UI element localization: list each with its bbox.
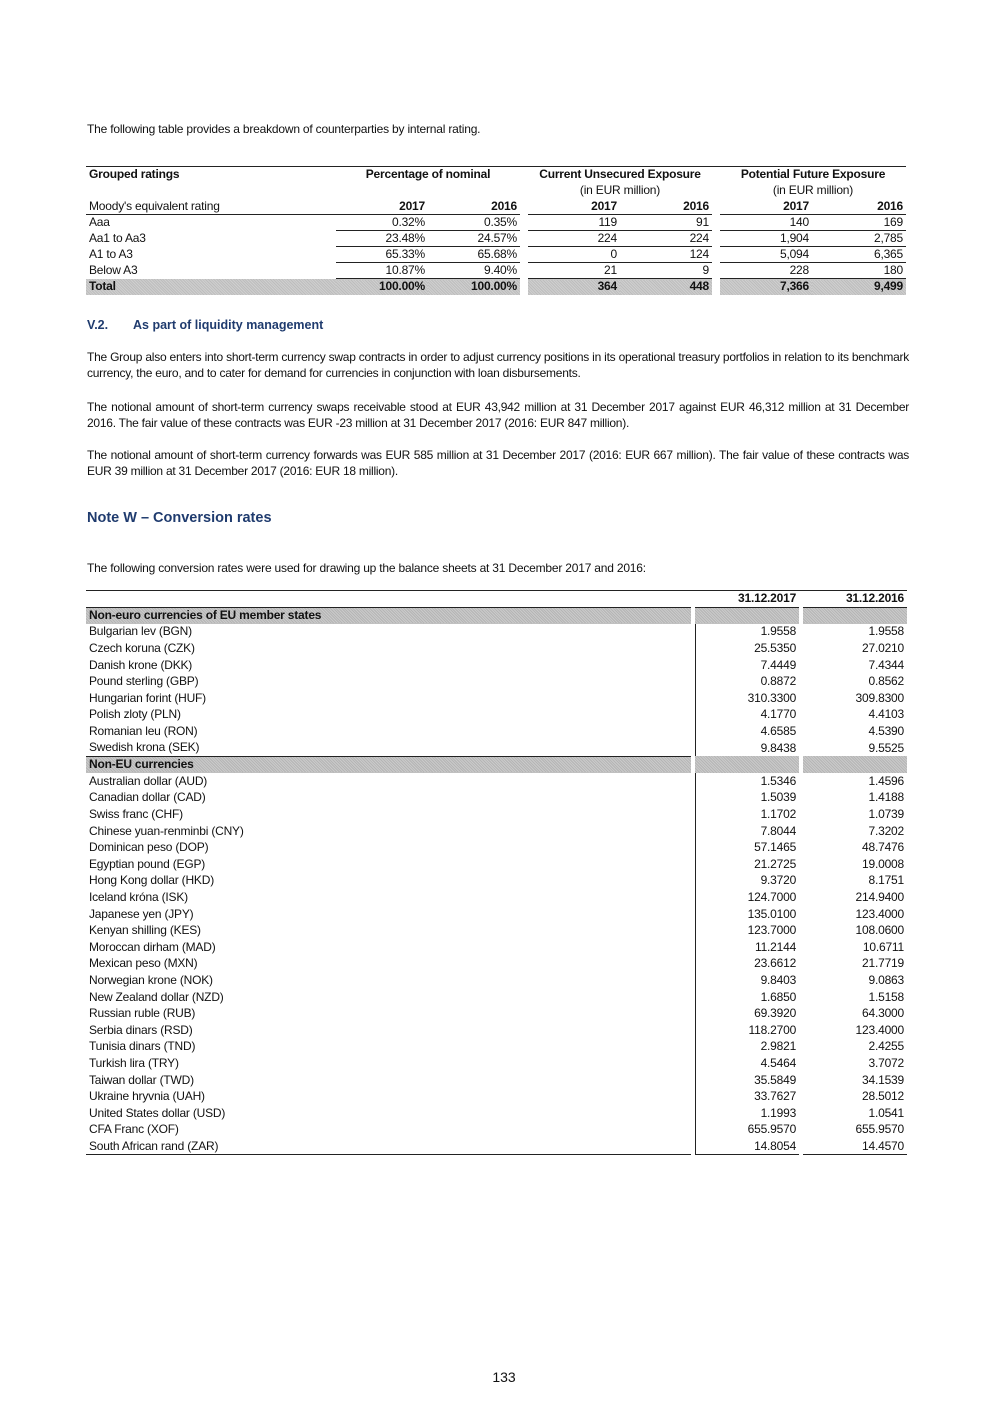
- rate-2017: 135.0100: [695, 906, 799, 923]
- currency-name: CFA Franc (XOF): [89, 1122, 179, 1137]
- rating-value: 0: [528, 247, 620, 263]
- rating-label: Aa1 to Aa3: [89, 231, 146, 245]
- rating-value: 224: [528, 231, 620, 247]
- currency-name: Tunisia dinars (TND): [89, 1039, 196, 1054]
- group-shade: [803, 756, 907, 773]
- currency-row: [86, 1055, 907, 1072]
- rate-2016: 655.9570: [855, 1122, 904, 1137]
- rate-2016: 8.1751: [868, 873, 904, 888]
- rate-2016: 48.7476: [862, 840, 904, 855]
- paragraph: The notional amount of short-term currency swaps receivable stood at EUR 43,942 million at 31 December 2017 against EUR 46,312 million at 31 December 2016. The fair value of these contracts was EUR -23 million at 31 December 2017 (2016: EUR 847 million).: [87, 400, 909, 430]
- year-header: 2017: [720, 199, 812, 215]
- currency-name: New Zealand dollar (NZD): [89, 989, 224, 1004]
- rates-intro: The following conversion rates were used for drawing up the balance sheets at 31 December 2017 and 2016:: [87, 561, 646, 575]
- rate-2016: 9.5525: [868, 740, 904, 755]
- rate-2017: 7.8044: [695, 823, 799, 840]
- currency-row: [86, 1138, 907, 1155]
- rate-2017: 25.5350: [695, 640, 799, 657]
- currency-row: [86, 1072, 907, 1089]
- cue-unit: (in EUR million): [579, 183, 661, 197]
- currency-row: [86, 1105, 907, 1122]
- rate-2017: 1.5039: [695, 790, 799, 807]
- rate-2016: 108.0600: [855, 923, 904, 938]
- rate-2017: 0.8872: [695, 673, 799, 690]
- total-value: 100.00%: [336, 279, 428, 295]
- currency-row: [86, 773, 907, 790]
- total-value: 448: [620, 279, 712, 295]
- rating-value: 91: [620, 215, 712, 231]
- rate-2016: 7.3202: [868, 823, 904, 838]
- currency-name: Iceland króna (ISK): [89, 889, 188, 904]
- rate-2017: 4.1770: [695, 707, 799, 724]
- currency-name: Pound sterling (GBP): [89, 674, 199, 689]
- rating-value: 169: [812, 215, 906, 231]
- rate-2016: 2.4255: [868, 1039, 904, 1054]
- section-heading: [87, 318, 323, 332]
- rating-value: 10.87%: [336, 263, 428, 279]
- rate-2017: 124.7000: [695, 889, 799, 906]
- rate-2017: 11.2144: [695, 939, 799, 956]
- currency-name: United States dollar (USD): [89, 1105, 226, 1120]
- rate-2016: 3.7072: [868, 1055, 904, 1070]
- rating-row: [86, 263, 906, 279]
- moodys-header: Moody's equivalent rating: [86, 199, 336, 215]
- currency-row: [86, 856, 907, 873]
- currency-row: [86, 972, 907, 989]
- currency-row: [86, 624, 907, 641]
- rate-2017: 9.3720: [695, 873, 799, 890]
- currency-name: Australian dollar (AUD): [89, 773, 208, 788]
- currency-name: South African rand (ZAR): [86, 1138, 691, 1155]
- conversion-rates-table: [86, 590, 907, 1155]
- rate-2017: 118.2700: [695, 1022, 799, 1039]
- currency-name: Dominican peso (DOP): [89, 840, 209, 855]
- currency-row: [86, 657, 907, 674]
- section-number: V.2.: [87, 318, 109, 332]
- column-gap: [520, 215, 528, 231]
- note-title: Note W – Conversion rates: [87, 510, 272, 526]
- rate-2017: 4.6585: [695, 723, 799, 740]
- rating-value: 0.32%: [336, 215, 428, 231]
- currency-row: [86, 839, 907, 856]
- rating-label: A1 to A3: [89, 247, 133, 261]
- group-shade: [695, 607, 799, 624]
- currency-name: Hungarian forint (HUF): [89, 690, 206, 705]
- rate-2017: 1.9558: [695, 624, 799, 641]
- rate-2016: 4.5390: [868, 724, 904, 739]
- rating-label: Aaa: [89, 215, 110, 230]
- currency-group-row: [86, 756, 907, 773]
- rate-2016: 1.0541: [868, 1105, 904, 1120]
- rate-2017: 2.9821: [695, 1039, 799, 1056]
- currency-row: [86, 1005, 907, 1022]
- total-value: 100.00%: [428, 279, 520, 295]
- currency-name: Egyptian pound (EGP): [89, 856, 206, 871]
- group-shade: [803, 607, 907, 624]
- rating-value: 23.48%: [336, 231, 428, 247]
- rating-value: 224: [620, 231, 712, 247]
- rate-2016: 7.4344: [868, 657, 904, 672]
- currency-row: [86, 1022, 907, 1039]
- percentage-header: Percentage of nominal: [336, 167, 520, 183]
- rate-2017: 57.1465: [695, 839, 799, 856]
- column-gap: [712, 263, 720, 279]
- currency-name: Ukraine hryvnia (UAH): [89, 1089, 205, 1104]
- rating-row: [86, 215, 906, 231]
- rate-2016: 9.0863: [868, 972, 904, 987]
- currency-group-title: Non-EU currencies: [86, 756, 691, 773]
- currency-group-row: [86, 607, 907, 624]
- rate-2016: 309.8300: [855, 690, 904, 705]
- rate-2017: 310.3300: [695, 690, 799, 707]
- currency-name: Moroccan dirham (MAD): [89, 939, 216, 954]
- currency-name: Turkish lira (TRY): [89, 1055, 179, 1070]
- rate-2017: 9.8438: [695, 740, 799, 757]
- rating-value: 6,365: [812, 247, 906, 263]
- rate-2017: 9.8403: [695, 972, 799, 989]
- currency-row: [86, 740, 907, 757]
- rate-2016: 64.3000: [862, 1006, 904, 1021]
- currency-name: Canadian dollar (CAD): [89, 790, 206, 805]
- currency-group-title: Non-euro currencies of EU member states: [86, 607, 691, 624]
- rate-2017: 123.7000: [695, 922, 799, 939]
- currency-name: Serbia dinars (RSD): [89, 1022, 193, 1037]
- rating-value: 228: [720, 263, 812, 279]
- currency-row: [86, 790, 907, 807]
- total-value: 364: [528, 279, 620, 295]
- rate-2017: 33.7627: [695, 1088, 799, 1105]
- currency-row: [86, 1122, 907, 1139]
- year-header: 2016: [428, 199, 520, 215]
- rate-2017: 35.5849: [695, 1072, 799, 1089]
- column-gap: [520, 231, 528, 247]
- rate-2017: 23.6612: [695, 956, 799, 973]
- column-gap: [520, 263, 528, 279]
- rate-2017: 21.2725: [695, 856, 799, 873]
- total-value: 9,499: [812, 279, 906, 295]
- currency-name: Taiwan dollar (TWD): [89, 1072, 194, 1087]
- rate-2016: 0.8562: [868, 674, 904, 689]
- rate-2017: 655.9570: [695, 1122, 799, 1139]
- pfe-header: Potential Future Exposure: [720, 167, 906, 183]
- rating-label: Below A3: [89, 263, 138, 277]
- rate-2017: 1.1993: [695, 1105, 799, 1122]
- rate-2016: 1.5158: [868, 989, 904, 1004]
- rating-value: 21: [528, 263, 620, 279]
- rate-2016: 14.4570: [803, 1138, 907, 1155]
- rate-2016: 21.7719: [862, 956, 904, 971]
- currency-row: [86, 823, 907, 840]
- rating-value: 9.40%: [428, 263, 520, 279]
- rating-value: 65.68%: [428, 247, 520, 263]
- pfe-unit: (in EUR million): [772, 183, 854, 197]
- rating-row: [86, 247, 906, 263]
- currency-name: Kenyan shilling (KES): [89, 923, 201, 938]
- paragraph: The Group also enters into short-term currency swap contracts in order to adjust currency positions in its operational treasury portfolios in relation to its benchmark currency, the euro, and to cater for demand for currencies in conjunction with loan disbursements.: [87, 350, 909, 380]
- currency-name: Mexican peso (MXN): [89, 956, 198, 971]
- rate-2016: 123.4000: [855, 906, 904, 921]
- currency-name: Swiss franc (CHF): [89, 807, 183, 822]
- currency-name: Norwegian krone (NOK): [89, 972, 213, 987]
- rating-value: 2,785: [812, 231, 906, 247]
- rating-value: 0.35%: [428, 215, 520, 231]
- currency-row: [86, 723, 907, 740]
- rate-2016: 1.9558: [868, 624, 904, 639]
- currency-row: [86, 1088, 907, 1105]
- currency-row: [86, 889, 907, 906]
- rate-2016: 4.4103: [868, 707, 904, 722]
- rate-2016: 27.0210: [862, 641, 904, 656]
- paragraph: The notional amount of short-term currency forwards was EUR 585 million at 31 December 2017 (2016: EUR 667 million). The fair value of these contracts was EUR 39 million at 31 December 2017 (2016: EUR 18 million).: [87, 448, 909, 478]
- rating-value: 9: [620, 263, 712, 279]
- total-row: [86, 279, 906, 295]
- currency-row: [86, 690, 907, 707]
- rate-2017: 1.5346: [695, 773, 799, 790]
- year-header: 2016: [812, 199, 906, 215]
- rating-value: 124: [620, 247, 712, 263]
- rate-2017: 1.1702: [695, 806, 799, 823]
- column-gap: [712, 247, 720, 263]
- currency-row: [86, 922, 907, 939]
- year-header: 2017: [336, 199, 428, 215]
- rate-2017: 1.6850: [695, 989, 799, 1006]
- currency-row: [86, 673, 907, 690]
- rate-2017: 69.3920: [695, 1005, 799, 1022]
- currency-row: [86, 707, 907, 724]
- rating-row: [86, 231, 906, 247]
- grouped-ratings-header: Grouped ratings: [86, 167, 336, 183]
- currency-name: Polish zloty (PLN): [89, 707, 181, 722]
- column-gap: [712, 231, 720, 247]
- currency-name: Chinese yuan-renminbi (CNY): [89, 823, 244, 838]
- rate-2016: 1.4188: [868, 790, 904, 805]
- currency-name: Russian ruble (RUB): [89, 1006, 196, 1021]
- page-number: 133: [492, 1369, 516, 1385]
- rating-value: 65.33%: [336, 247, 428, 263]
- currency-row: [86, 989, 907, 1006]
- rating-value: 24.57%: [428, 231, 520, 247]
- total-value: 7,366: [720, 279, 812, 295]
- currency-row: [86, 906, 907, 923]
- currency-row: [86, 873, 907, 890]
- rating-value: 1,904: [720, 231, 812, 247]
- currency-name: Hong Kong dollar (HKD): [89, 873, 214, 888]
- rate-2016: 19.0008: [862, 856, 904, 871]
- cue-header: Current Unsecured Exposure: [528, 167, 712, 183]
- currency-row: [86, 939, 907, 956]
- year-header: 2016: [620, 199, 712, 215]
- column-gap: [520, 247, 528, 263]
- currency-row: [86, 806, 907, 823]
- currency-name: Japanese yen (JPY): [89, 906, 194, 921]
- currency-row: [86, 1039, 907, 1056]
- section-title: As part of liquidity management: [133, 318, 324, 332]
- rating-value: 5,094: [720, 247, 812, 263]
- currency-name: Swedish krona (SEK): [89, 740, 200, 755]
- ratings-table: [86, 166, 906, 295]
- year-header: 2017: [528, 199, 620, 215]
- currency-name: Romanian leu (RON): [89, 724, 198, 739]
- column-gap: [712, 215, 720, 231]
- rate-2017: 4.5464: [695, 1055, 799, 1072]
- column-header-2016: 31.12.2016: [803, 591, 907, 608]
- column-header-2017: 31.12.2017: [695, 591, 799, 608]
- rate-2016: 10.6711: [862, 939, 904, 954]
- rate-2016: 28.5012: [862, 1089, 904, 1104]
- rate-2016: 123.4000: [855, 1022, 904, 1037]
- rate-2016: 214.9400: [855, 889, 904, 904]
- rate-2016: 1.0739: [868, 807, 904, 822]
- rate-2017: 14.8054: [695, 1138, 799, 1155]
- rating-value: 119: [528, 215, 620, 231]
- rate-2016: 34.1539: [862, 1072, 904, 1087]
- currency-name: Czech koruna (CZK): [89, 641, 195, 656]
- rating-value: 140: [720, 215, 812, 231]
- total-label: Total: [86, 279, 336, 295]
- group-shade: [695, 756, 799, 773]
- currency-name: Danish krone (DKK): [89, 657, 193, 672]
- rate-2016: 1.4596: [868, 773, 904, 788]
- ratings-intro: The following table provides a breakdown of counterparties by internal rating.: [87, 122, 481, 136]
- rate-2017: 7.4449: [695, 657, 799, 674]
- currency-row: [86, 640, 907, 657]
- currency-name: Bulgarian lev (BGN): [89, 624, 192, 639]
- currency-row: [86, 956, 907, 973]
- rating-value: 180: [812, 263, 906, 279]
